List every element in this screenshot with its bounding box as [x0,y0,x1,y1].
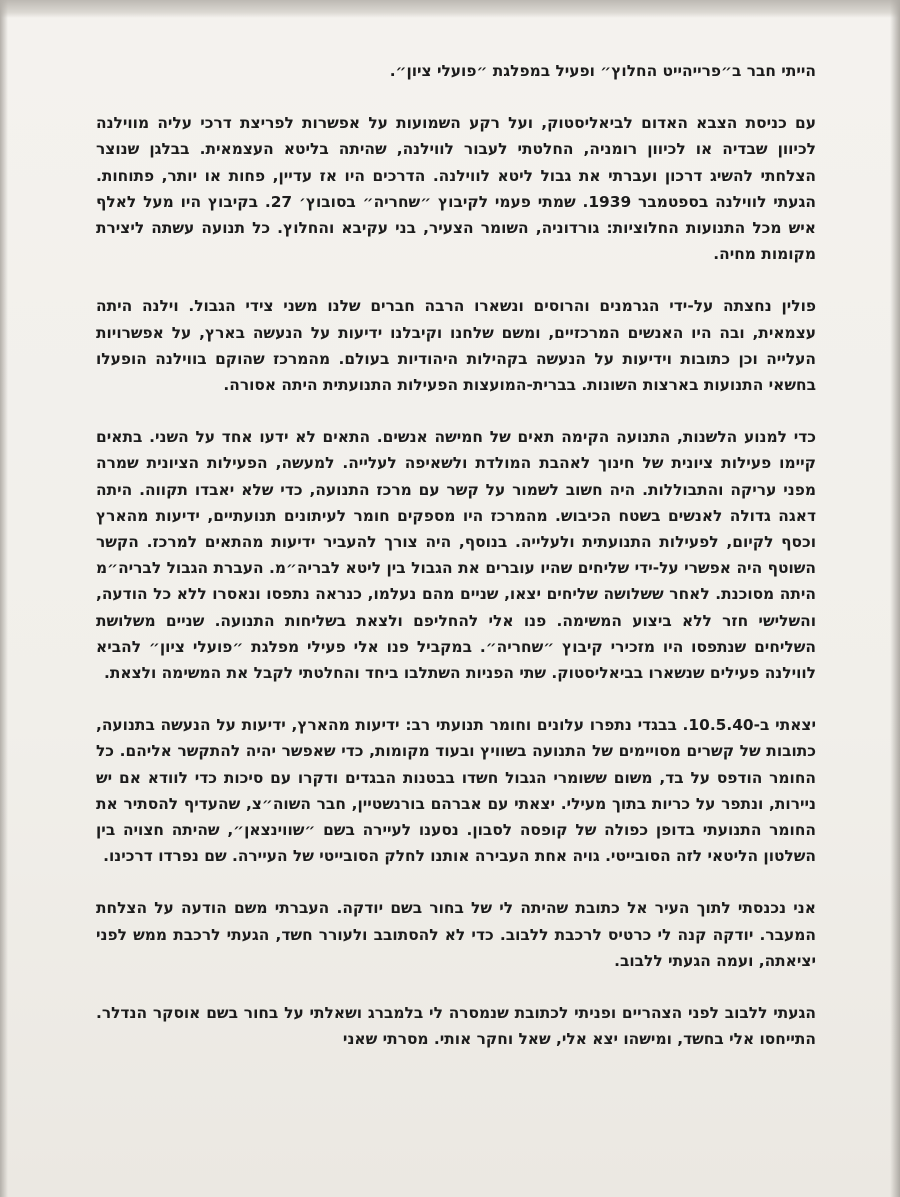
paragraph-vilna-move: עם כניסת הצבא האדום לביאליסטוק, ועל רקע השמועות על אפשרות לפריצת דרכי עליה מווילנה לכיוון שבדיה או לכיוון רומניה, החלטתי לעבור לווילנה, שהיתה בליטא העצמאית. בבלגן שנוצר הצלחתי להשיג דרכון ועברתי את גבול ליטא לווילנה. הדרכים היו אז עדיין, פחות או יותר, פתוחות. הגעתי לווילנה בספטמבר 1939. שמתי פעמי לקיבוץ ״שחריה״ בסובוץ׳ 27. בקיבוץ היו מעל לאלף איש מכל התנועות החלוציות: גורדוניה, השומר הצעיר, בני עקיבא והחלוץ. כל תנועה עשתה ליצירת מקומות מחיה. [96,114,816,264]
document-body [96,58,816,1188]
scan-shadow-top [0,0,900,18]
scan-shadow-left [0,0,8,1197]
paragraph-city-arrival: אני נכנסתי לתוך העיר אל כתובת שהיתה לי של בחור בשם יודקה. העברתי משם הודעה על הצלחת המעבר. יודקה קנה לי כרטיס לרכבת ללבוב. כדי לא להסתובב ולעורר חשד, הגעתי לרכבת ממש לפני יציאתה, ועמה הגעתי ללבוב. [96,899,816,970]
paragraph-membership: הייתי חבר ב״פרייהייט החלוץ״ ופעיל במפלגת ״פועלי ציון״. [389,62,816,80]
paragraph-cells-mission: כדי למנוע הלשנות, התנועה הקימה תאים של חמישה אנשים. התאים לא ידעו אחד על השני. בתאים קיימו פעילות ציונית של חינוך לאהבת המולדת ולשאיפה לעלייה. למעשה, הפעילות הציונית שמרה מפני עריקה והתבוללות. היה חשוב לשמור על קשר עם מרכז התנועה, כדי שלא יאבדו תקווה. היתה דאגה גדולה לאנשים בשטח הכיבוש. מהמרכז היו מספקים חומר לעיתונים תנועתיים, ידיעות מהארץ וכסף לקיום, לפעילות התנועתית ולעלייה. בנוסף, היה צורך להעביר ידיעות מהתאים למרכז. הקשר השוטף היה אפשרי על-ידי שליחים שהיו עוברים את הגבול בין ליטא לבריה״מ. העברת הגבול לבריה״מ היתה מסוכנת. לאחר ששלושה שליחים יצאו, שניים מהם נעלמו, כנראה נתפסו ונאסרו ללא כל הודעה, והשלישי חזר ללא ביצוע המשימה. פנו אלי להחליפם ולצאת בשליחות התנועה. שניים משלושת השליחים שנתפסו היו מזכירי קיבוץ ״שחריה״. במקביל פנו אלי פעילי מפלגת ״פועלי ציון״ להביא לווילנה פעילים שנשארו בביאליסטוק. שתי הפניות השתלבו ביחד והחלטתי לקבל את המשימה ולצאת. [96,428,816,683]
paragraph-departure: יצאתי ב-10.5.40. בבגדי נתפרו עלונים וחומר תנועתי רב: ידיעות מהארץ, ידיעות על הנעשה בתנועה, כתובות של קשרים מסויימים של התנועה בשוויץ ובעוד מקומות, כדי שאפשר יהיה להתקשר אליהם. כל החומר הודפס על בד, משום ששומרי הגבול חשדו בבטנות הבגדים ודקרו עם סיכות כדי לוודא אם יש ניירות, ונתפר על כריות בתוך מעילי. יצאתי עם אברהם בורנשטיין, חבר השוה״צ, שהעדיף להסתיר את החומר התנועתי בדופן כפולה של קופסה לסבון. נסענו לעיירה בשם ״שווינצאן״, שהיתה חצויה בין השלטון הליטאי לזה הסובייטי. גויה אחת העבירה אותנו לחלק הסובייטי של העיירה. שם נפרדו דרכינו. [96,716,816,866]
paragraph-lvov: הגעתי ללבוב לפני הצהריים ופניתי לכתובת שנמסרה לי בלמברג ושאלתי על בחור בשם אוסקר הנדלר. התייחסו אלי בחשד, ומישהו יצא אלי, שאל וחקר אותי. מסרתי שאני [96,1004,816,1049]
scan-shadow-right [890,0,900,1197]
paragraph-poland-divided: פולין נחצתה על-ידי הגרמנים והרוסים ונשארו הרבה חברים שלנו משני צידי הגבול. וילנה היתה עצמאית, ובה היו האנשים המרכזיים, ומשם שלחנו וקיבלנו ידיעות על הנעשה בארץ, על אפשרויות העלייה וכן כתובות וידיעות על הנעשה בקהילות היהודיות בעולם. מהמרכז שהוקם בווילנה הופעלו בחשאי התנועות בארצות השונות. בברית-המועצות הפעילות התנועתית היתה אסורה. [96,297,816,395]
